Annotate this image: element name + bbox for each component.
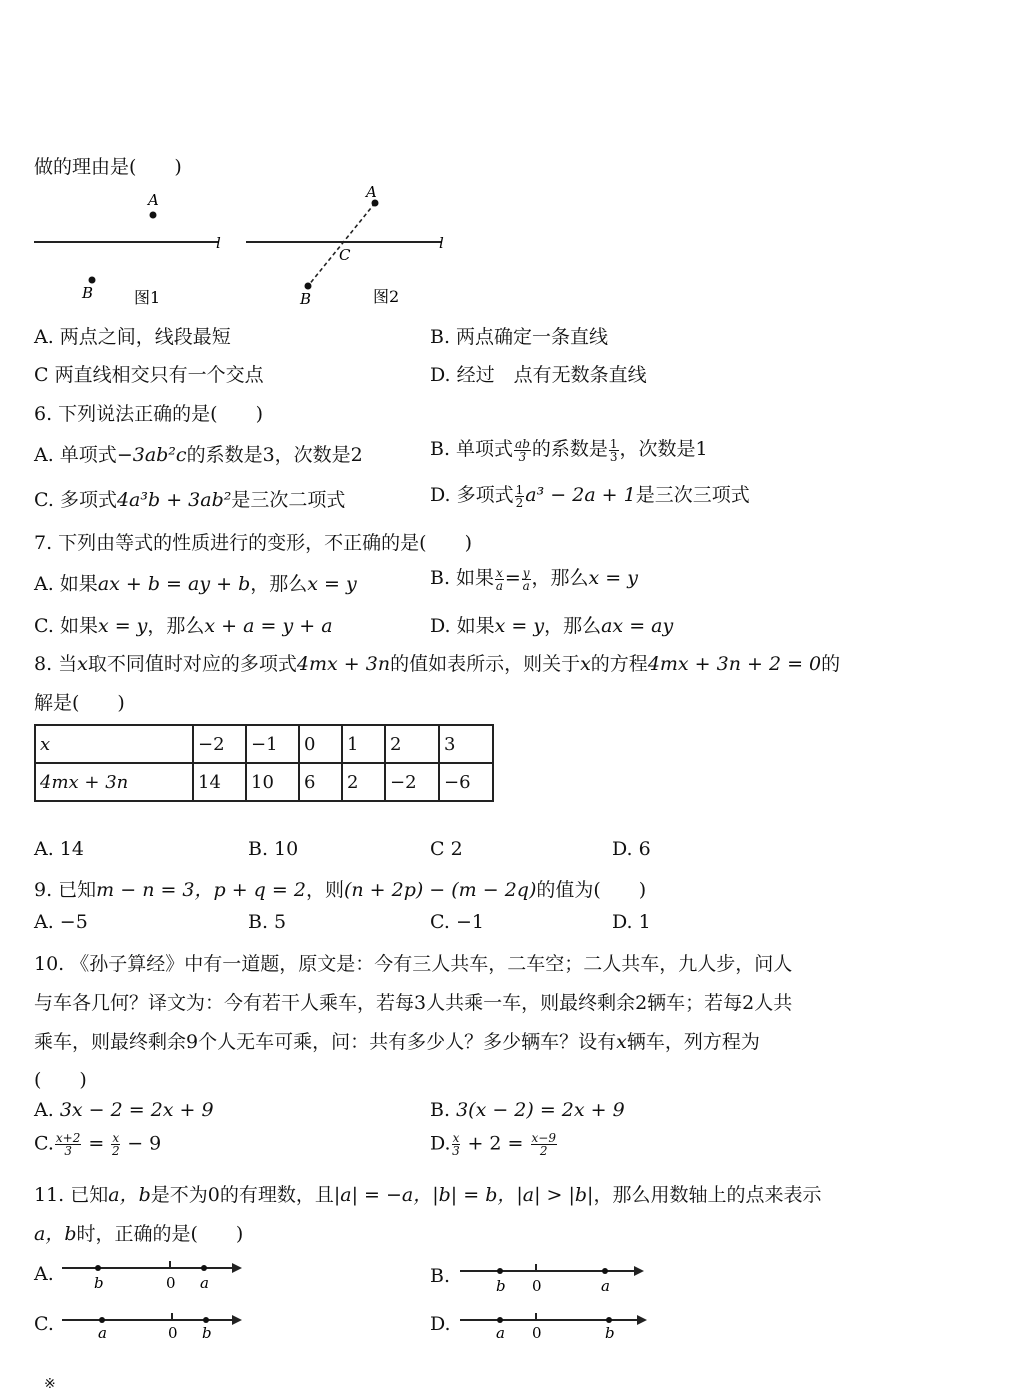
table-row: [35, 725, 493, 763]
svg-text:a: a: [496, 1324, 505, 1342]
q10-line-1: 10. 《孙子算经》中有一道题，原文是：今有三人共车，二车空；二人共车，九人步，问人: [34, 953, 793, 975]
q11-option-d-label[interactable]: D.: [430, 1313, 451, 1335]
q7-option-d[interactable]: D. 如果x = y，那么ax = ay: [430, 615, 674, 637]
svg-text:0: 0: [166, 1274, 176, 1292]
q10-line-3: 乘车，则最终剩余9个人无车可乘，问：共有多少人？多少辆车？设有x辆车，列方程为: [34, 1031, 760, 1053]
fig2-label-b: B: [300, 290, 312, 308]
q10-line-4: ( ): [34, 1069, 87, 1091]
q8-value-table: [34, 724, 494, 802]
table-cell: x: [35, 725, 193, 763]
fig2-segment-ab: [308, 203, 375, 286]
q10-option-b[interactable]: B. 3(x − 2) = 2x + 9: [430, 1099, 625, 1121]
q6-option-d[interactable]: D. 多项式 $\frac{1}{2}$ a³ − 2a + 1是三次三项式: [430, 482, 750, 510]
q8-option-a[interactable]: A. 14: [34, 838, 84, 860]
table-cell: 14: [193, 763, 246, 801]
q11-option-a-label[interactable]: A.: [34, 1263, 54, 1285]
svg-text:a: a: [200, 1274, 209, 1292]
q10-option-d[interactable]: D. $\frac{x}{3}$ + 2 = $\frac{x-9}{2}$: [430, 1131, 556, 1158]
q10-line-2: 与车各几何？译文为：今有若干人乘车，若每3人共乘一车，则最终剩余2辆车；若每2人共: [34, 992, 793, 1014]
q6-option-a[interactable]: A. 单项式−3ab²c的系数是3，次数是2: [34, 444, 363, 466]
q9-option-a[interactable]: A. −5: [34, 911, 88, 933]
q5-option-c[interactable]: C 两直线相交只有一个交点: [34, 364, 264, 386]
q7-option-c[interactable]: C. 如果x = y，那么x + a = y + a: [34, 615, 333, 637]
svg-text:a: a: [601, 1277, 610, 1295]
q9-option-b[interactable]: B. 5: [248, 911, 287, 933]
table-cell: 2: [342, 763, 385, 801]
footer-mark: ※: [44, 1376, 56, 1392]
q11-option-b-label[interactable]: B.: [430, 1265, 451, 1287]
q11-option-c-number-line[interactable]: [60, 1306, 250, 1342]
table-row: [35, 763, 493, 801]
fig1-point-a: [150, 212, 157, 219]
svg-text:a: a: [98, 1324, 107, 1342]
svg-text:b: b: [605, 1324, 615, 1342]
q11-line-2: a，b时，正确的是( ): [34, 1223, 244, 1245]
svg-text:0: 0: [168, 1324, 178, 1342]
fig1-point-b: [89, 277, 96, 284]
q8-stem-line2: 解是( ): [34, 692, 125, 714]
q8-option-d[interactable]: D. 6: [612, 838, 651, 860]
figure-1: [30, 185, 230, 305]
q5-option-a[interactable]: A. 两点之间，线段最短: [34, 326, 231, 348]
fig2-label-l: l: [439, 234, 444, 252]
table-cell: 6: [299, 763, 342, 801]
table-cell: 10: [246, 763, 299, 801]
q5-option-d[interactable]: D. 经过 点有无数条直线: [430, 364, 647, 386]
q11-option-b-number-line[interactable]: [458, 1259, 653, 1295]
table-cell: −1: [246, 725, 299, 763]
q7-stem: 7. 下列由等式的性质进行的变形，不正确的是( ): [34, 532, 472, 554]
table-cell: −2: [193, 725, 246, 763]
table-cell: 0: [299, 725, 342, 763]
q9-stem: 9. 已知m − n = 3，p + q = 2，则(n + 2p) − (m − 2q)的值为( ): [34, 879, 647, 901]
fig2-label-c: C: [339, 246, 351, 264]
table-cell: 4mx + 3n: [35, 763, 193, 801]
svg-text:b: b: [202, 1324, 212, 1342]
q6-option-b[interactable]: B. 单项式 $\frac{ab}{3}$ 的系数是 $\frac{1}{3}$ ，次数是1: [430, 436, 708, 464]
q8-option-c[interactable]: C 2: [430, 838, 463, 860]
fig1-caption: 图1: [134, 288, 161, 305]
svg-text:0: 0: [532, 1324, 542, 1342]
q10-option-c[interactable]: C. $\frac{x+2}{3}$ = $\frac{x}{2}$ − 9: [34, 1131, 162, 1158]
table-cell: −6: [439, 763, 493, 801]
table-cell: −2: [385, 763, 439, 801]
q11-line-1: 11. 已知a，b是不为0的有理数，且|a| = −a，|b| = b，|a| > |b|，那么用数轴上的点来表示: [34, 1184, 822, 1206]
svg-text:0: 0: [532, 1277, 542, 1295]
table-cell: 1: [342, 725, 385, 763]
fig1-label-a: A: [148, 191, 159, 209]
q6-stem: 6. 下列说法正确的是( ): [34, 403, 263, 425]
q5-stem: 做的理由是( ): [34, 156, 182, 178]
q7-option-a[interactable]: A. 如果ax + b = ay + b，那么x = y: [34, 573, 357, 595]
svg-text:b: b: [496, 1277, 506, 1295]
figure-2: [242, 180, 457, 310]
fig2-point-b: [305, 283, 312, 290]
table-cell: 3: [439, 725, 493, 763]
fig2-caption: 图2: [373, 287, 400, 306]
q11-option-d-number-line[interactable]: [458, 1306, 656, 1342]
q8-option-b[interactable]: B. 10: [248, 838, 299, 860]
q7-option-b[interactable]: B. 如果 $\frac{x}{a}$ = $\frac{y}{a}$ ，那么x = y: [430, 565, 638, 593]
q5-option-b[interactable]: B. 两点确定一条直线: [430, 326, 609, 348]
q8-stem: 8. 当x取不同值时对应的多项式4mx + 3n的值如表所示，则关于x的方程4mx + 3n + 2 = 0的: [34, 653, 841, 675]
fig2-label-a: A: [366, 183, 377, 201]
q10-option-a[interactable]: A. 3x − 2 = 2x + 9: [34, 1099, 214, 1121]
fig1-label-b: B: [82, 284, 94, 302]
q6-option-c[interactable]: C. 多项式4a³b + 3ab²是三次二项式: [34, 489, 346, 511]
q11-option-a-number-line[interactable]: [60, 1256, 250, 1292]
table-cell: 2: [385, 725, 439, 763]
q9-option-d[interactable]: D. 1: [612, 911, 651, 933]
svg-text:b: b: [94, 1274, 104, 1292]
fig1-label-l: l: [216, 234, 221, 252]
q9-option-c[interactable]: C. −1: [430, 911, 484, 933]
q11-option-c-label[interactable]: C.: [34, 1313, 54, 1335]
